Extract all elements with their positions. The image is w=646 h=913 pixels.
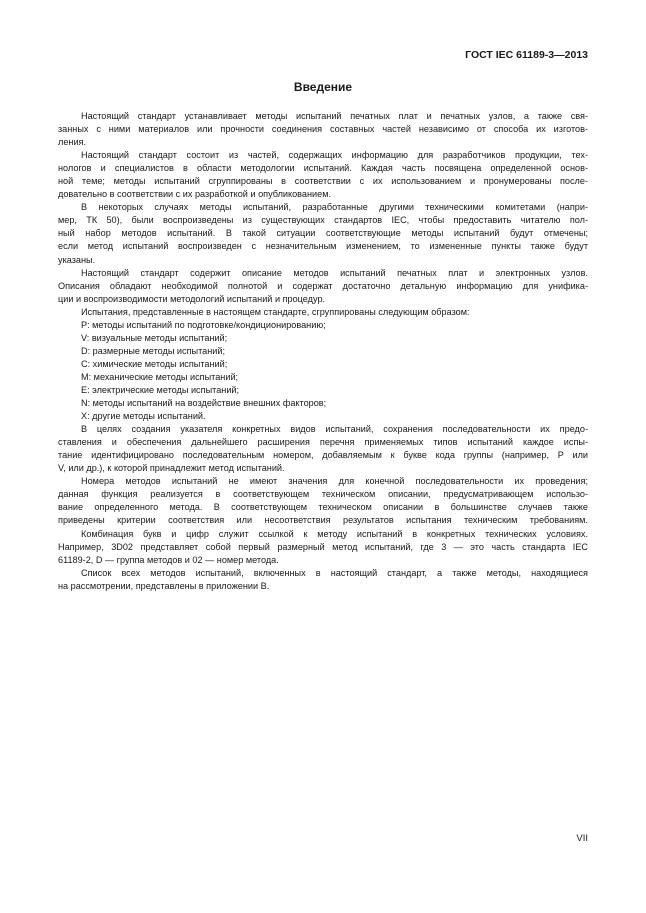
text-line: указаны. (58, 254, 96, 265)
text-line: Испытания, представленные в настоящем стандарте, сгруппированы следующим образом: (81, 306, 470, 317)
text-line: D: размерные методы испытаний; (81, 345, 226, 356)
text-line: ции и воспроизводимости методологий испытаний и процедур. (58, 293, 326, 304)
text-line: довательно в соответствии с их разработкой и опубликованием. (58, 189, 331, 200)
text-line: тание идентифицировано последовательным номером, добавляемым к букве кода группы (например, P или (58, 450, 588, 461)
text-line: ной теме; методы испытаний сгруппированы в соответствии с их использованием и пронумерованы после- (58, 176, 588, 187)
text-line: M: механические методы испытаний; (81, 371, 239, 382)
page-title: Введение (293, 80, 353, 94)
text-line: V: визуальные методы испытаний; (81, 332, 228, 343)
text-line: вание определенного метода. В соответствующем техническом описании в большинстве случаев также (58, 502, 588, 513)
text-line: C: химические методы испытаний; (81, 358, 228, 369)
text-line: ления. (58, 137, 87, 148)
text-line: Номера методов испытаний не имеют значения для конечной последовательности их проведения; (81, 476, 588, 487)
text-line: занных с ними материалов или прочности соединения составных частей независимо от способа их изготов- (58, 124, 588, 135)
text-line: E: электрические методы испытаний; (81, 384, 240, 395)
text-line: ный набор методов испытаний. В такой ситуации соответствующие методы испытаний будут отмечены; (58, 228, 588, 239)
text-line: P: методы испытаний по подготовке/кондиционированию; (81, 319, 326, 330)
text-line: ставления и обеспечения дальнейшего расширения перечня применяемых типов испытаний каждое испы- (58, 437, 588, 448)
text-line: В некоторых случаях методы испытаний, разработанные другими техническими комитетами (напри- (81, 202, 588, 213)
text-line: нологов и специалистов в области методологии испытаний. Каждая часть посвящена определенной основ- (58, 163, 588, 174)
introduction-body (58, 110, 588, 593)
page-number: VII (576, 833, 588, 844)
text-line: Список всех методов испытаний, включенных в настоящий стандарт, а также методы, находящиеся (81, 567, 588, 578)
text-line: Описания обладают необходимой полнотой и содержат достаточно детальную информацию для унифика- (58, 280, 588, 291)
text-line: 61189-2, D — группа методов и 02 — номер метода. (58, 554, 279, 565)
text-line: N: методы испытаний на воздействие внешних факторов; (81, 398, 327, 409)
text-line: Например, 3D02 представляет собой первый размерный метод испытаний, где 3 — это часть стандарта IEC (58, 541, 588, 552)
text-line: мер, ТК 50), были воспроизведены из существующих стандартов IEC, чтобы предоставить читателю пол- (58, 215, 588, 226)
text-line: приведены критерии соответствия или несоответствия результатов испытания техническим требованиям. (58, 515, 588, 526)
text-line: Настоящий стандарт содержит описание методов испытаний печатных плат и электронных узлов. (81, 267, 588, 278)
text-line: В целях создания указателя конкретных видов испытаний, сохранения последовательности их предо- (81, 424, 588, 435)
text-line: Настоящий стандарт состоит из частей, содержащих информацию для разработчиков продукции, тех- (81, 150, 588, 161)
text-line: X: другие методы испытаний. (81, 411, 206, 422)
text-line: данная функция реализуется в соответствующем техническом описании, предусматривающем использо- (58, 489, 588, 500)
text-line: Комбинация букв и цифр служит ссылкой к методу испытаний в конкретных технических условиях. (81, 528, 588, 539)
text-line: если метод испытаний воспроизведен с незначительным изменением, то измененные пункты также будут (58, 241, 588, 252)
text-line: Настоящий стандарт устанавливает методы испытаний печатных плат и печатных узлов, а также свя- (81, 111, 588, 121)
text-line: V, или др.), к которой принадлежит метод испытаний. (58, 463, 285, 474)
text-line: на рассмотрении, представлены в приложении B. (58, 580, 270, 591)
standard-code-header: ГОСТ IEC 61189-3—2013 (465, 49, 588, 61)
